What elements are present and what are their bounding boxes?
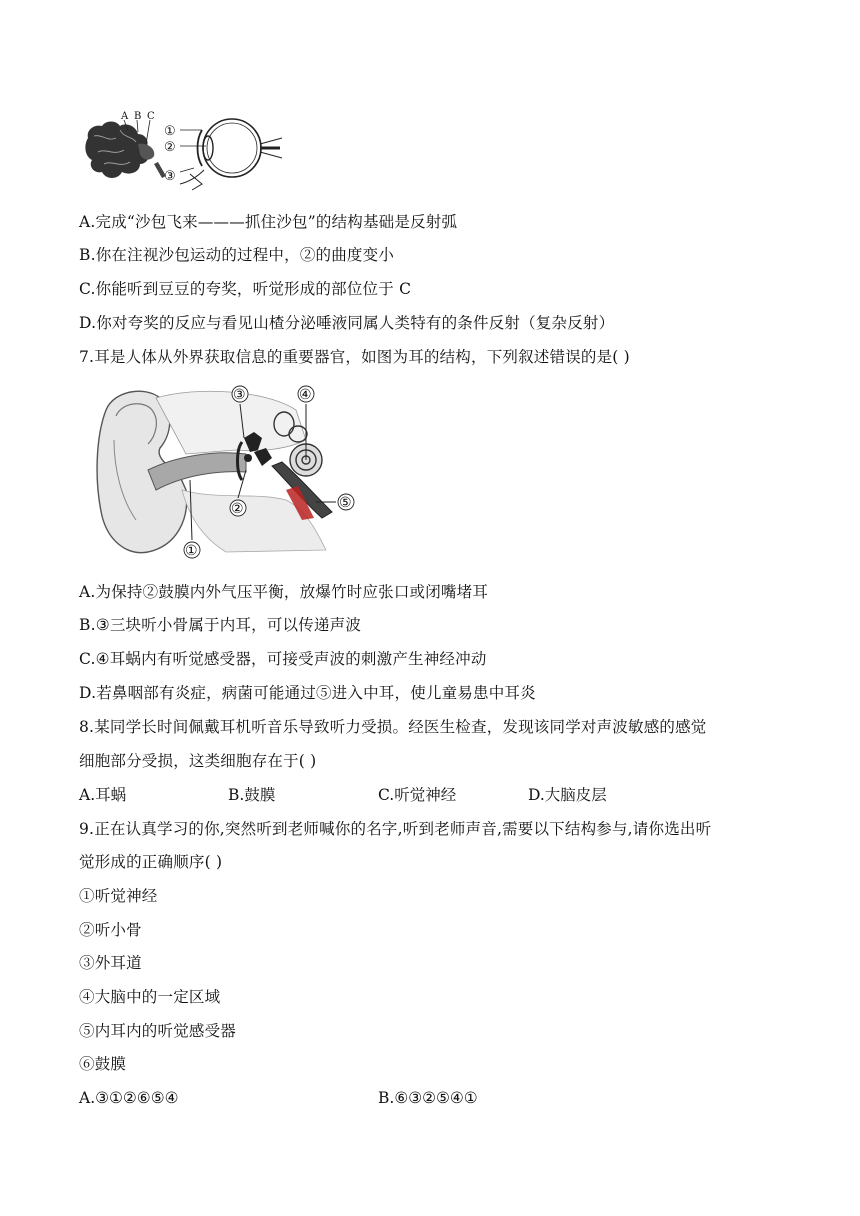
- label-A: A: [121, 111, 129, 122]
- label-circled-1: ①: [164, 124, 176, 139]
- q9-option-a: A.③①②⑥⑤④: [79, 1089, 179, 1107]
- q8-option-a: A.耳蜗: [79, 786, 127, 804]
- brain-illustration: [85, 122, 166, 179]
- label-circled-3: ③: [164, 169, 176, 184]
- q9-item-5: ⑤内耳内的听觉感受器: [79, 1022, 237, 1040]
- q8-option-b: B.鼓膜: [228, 786, 276, 804]
- q6-option-b: B.你在注视沙包运动的过程中，②的曲度变小: [79, 246, 395, 264]
- q9-stem-line2: 觉形成的正确顺序( ): [79, 853, 223, 871]
- ear-label-2: ②: [231, 501, 244, 517]
- q8-stem-line1: 8.某同学长时间佩戴耳机听音乐导致听力受损。经医生检查，发现该同学对声波敏感的感觉: [79, 718, 707, 736]
- q9-item-1: ①听觉神经: [79, 887, 158, 905]
- q9-item-6: ⑥鼓膜: [79, 1055, 127, 1073]
- q9-item-3: ③外耳道: [79, 954, 142, 972]
- ear-structure-figure: [86, 380, 372, 570]
- q9-item-2: ②听小骨: [79, 921, 142, 939]
- ear-canal-illustration: [148, 453, 246, 490]
- q7-option-b: B.③三块听小骨属于内耳，可以传递声波: [79, 616, 362, 634]
- q6-option-d: D.你对夸奖的反应与看见山楂分泌唾液同属人类特有的条件反射（复杂反射）: [79, 314, 615, 332]
- brain-eye-figure: [84, 108, 284, 192]
- q8-stem-line2: 细胞部分受损，这类细胞存在于( ): [79, 752, 317, 770]
- q8-option-d: D.大脑皮层: [528, 786, 607, 804]
- q9-item-4: ④大脑中的一定区域: [79, 988, 221, 1006]
- label-circled-2: ②: [164, 140, 176, 155]
- ear-label-5: ⑤: [339, 495, 352, 511]
- q7-stem: 7.耳是人体从外界获取信息的重要器官，如图为耳的结构，下列叙述错误的是( ): [79, 348, 630, 366]
- q9-option-b: B.⑥③②⑤④①: [378, 1089, 478, 1107]
- label-B: B: [134, 111, 142, 122]
- q7-option-a: A.为保持②鼓膜内外气压平衡，放爆竹时应张口或闭嘴堵耳: [79, 583, 489, 601]
- ear-label-3: ③: [233, 387, 246, 403]
- q7-option-d: D.若鼻咽部有炎症，病菌可能通过⑤进入中耳，使儿童易患中耳炎: [79, 684, 536, 702]
- ear-label-4: ④: [299, 387, 312, 403]
- q6-option-c: C.你能听到豆豆的夸奖，听觉形成的部位位于 C: [79, 280, 412, 298]
- q9-stem-line1: 9.正在认真学习的你,突然听到老师喊你的名字,听到老师声音,需要以下结构参与,请你选出听: [79, 820, 712, 838]
- q8-option-c: C.听觉神经: [378, 786, 457, 804]
- q6-option-a: A.完成“沙包飞来———抓住沙包”的结构基础是反射弧: [79, 213, 458, 231]
- label-C: C: [147, 111, 155, 122]
- ear-label-1: ①: [185, 543, 198, 559]
- q7-option-c: C.④耳蜗内有听觉感受器，可接受声波的刺激产生神经冲动: [79, 650, 487, 668]
